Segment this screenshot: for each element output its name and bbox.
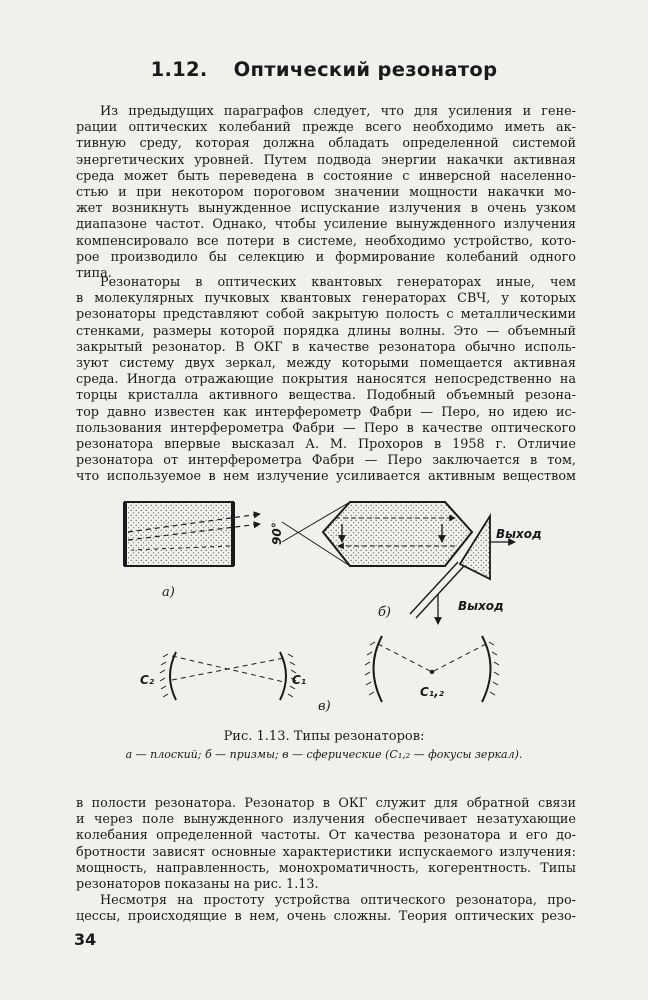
section-title: Оптический резонатор (233, 58, 498, 81)
label-v: в) (318, 699, 331, 714)
text-line: рации оптических колебаний прежде всего необходимо иметь ак- (76, 120, 576, 136)
text-line: колебания определенной частоты. От качества резонатора и его до- (76, 828, 576, 844)
label-c1: C₁ (292, 673, 307, 687)
text-line: Резонаторы в оптических квантовых генераторах иные, чем (100, 275, 576, 290)
text-line: что используемое в нем излучение усиливается активным веществом (76, 469, 576, 485)
label-a: а) (162, 585, 175, 600)
spherical-resonator-diagram (140, 636, 499, 714)
text-line: и через поле вынужденного излучения обеспечивает незатухающие (76, 812, 576, 828)
text-line: в молекулярных пучковых квантовых генераторах СВЧ, у которых (76, 291, 576, 307)
section-heading (0, 58, 648, 81)
figure-legend: а — плоский; б — призмы; в — сферические (C₁,₂ — фокусы зеркал). (125, 748, 523, 761)
text-line: тивную среду, которая должна обладать определенной системой (76, 136, 576, 152)
page-number: 34 (74, 930, 97, 949)
prism-resonator-diagram (270, 502, 542, 624)
label-c12: C₁,₂ (420, 685, 444, 699)
resonator-figure (110, 484, 550, 724)
output-label-down: Выход (458, 599, 504, 613)
paragraph-3 (76, 796, 576, 893)
text-line: стью и при некотором пороговом значении мощности накачки мо- (76, 184, 576, 200)
text-line: закрытый резонатор. В ОКГ в качестве резонатора обычно исполь- (76, 339, 576, 355)
text-line: резонатора от интерферометра Фабри — Перо заключается в том, (76, 453, 576, 469)
text-line: резонатора впервые высказал А. М. Прохоров в 1958 г. Отличие (76, 436, 576, 452)
text-line: резонаторы представляют собой закрытую полость с металлическими (76, 307, 576, 323)
paragraph-1 (76, 104, 576, 282)
text-line: торцы кристалла активного вещества. Подобный объемный резона- (76, 388, 576, 404)
text-line: резонаторов показаны на рис. 1.13. (76, 876, 319, 892)
output-label-right: Выход (496, 527, 542, 541)
angle-label: 90° (270, 522, 284, 545)
label-c2: C₂ (140, 673, 155, 687)
paragraph-2 (76, 275, 576, 485)
text-line: в полости резонатора. Резонатор в ОКГ служит для обратной связи (76, 796, 576, 811)
text-line: типа. (76, 265, 112, 281)
text-line: пользования интерферометра Фабри — Перо в качестве оптического (76, 420, 576, 436)
text-line: мощность, направленность, монохроматичность, когерентность. Типы (76, 860, 576, 876)
text-line: среда. Иногда отражающие покрытия наносятся непосредственно на (76, 372, 576, 388)
label-b: б) (378, 605, 392, 620)
text-line: зуют систему двух зеркал, между которыми помещается активная (76, 355, 576, 371)
text-line: стенками, размеры которой порядка длины волны. Это — объемный (76, 323, 576, 339)
text-line: Несмотря на простоту устройства оптического резонатора, про- (100, 893, 576, 908)
text-line: среда может быть переведена в состояние с инверсной населенно- (76, 168, 576, 184)
text-line: рое производило бы селекцию и формирование колебаний одного (76, 249, 576, 265)
paragraph-4 (76, 893, 576, 925)
text-line: Из предыдущих параграфов следует, что для усиления и гене- (100, 104, 576, 119)
plane-resonator-diagram (125, 502, 260, 600)
text-line: энергетических уровней. Путем подвода энергии накачки активная (76, 152, 576, 168)
text-line: цессы, происходящие в нем, очень сложны. Теория оптических резо- (76, 909, 576, 925)
text-line: тор давно известен как интерферометр Фабри — Перо, но идею ис- (76, 404, 576, 420)
text-line: компенсировало все потери в системе, необходимо устройство, кото- (76, 233, 576, 249)
text-line: бротности зависят основные характеристики испускаемого излучения: (76, 844, 576, 860)
figure-caption: Рис. 1.13. Типы резонаторов: (223, 729, 425, 744)
section-number: 1.12. (150, 58, 208, 81)
text-line: жет возникнуть вынужденное испускание излучения в очень узком (76, 201, 576, 217)
text-line: диапазоне частот. Однако, чтобы усиление вынужденного излучения (76, 217, 576, 233)
